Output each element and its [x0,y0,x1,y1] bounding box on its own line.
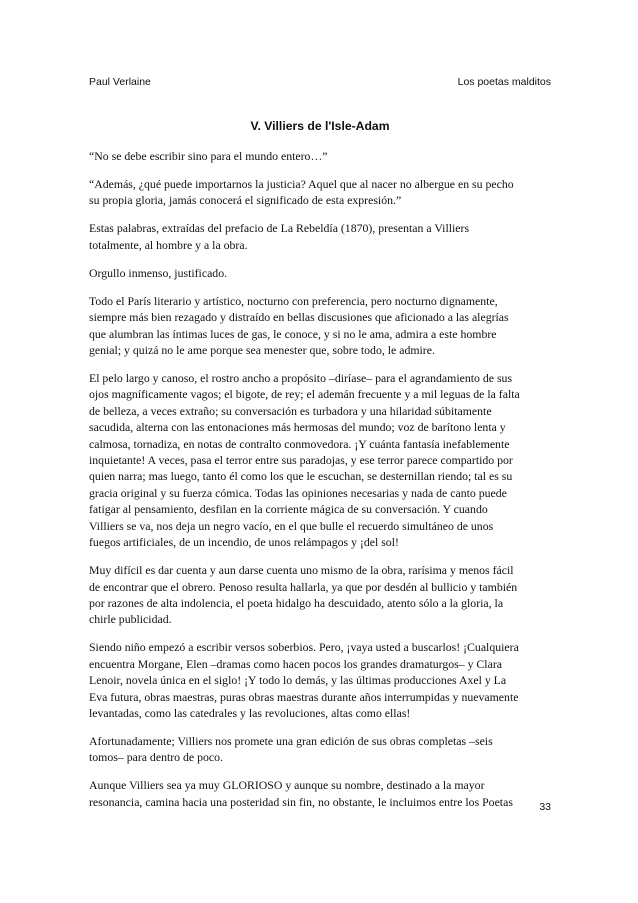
body-text [89,148,553,822]
text-line: de belleza, a veces extraño; su conversación es turbadora y una hilaridad súbitamente [89,403,492,418]
text-line: Todo el París literario y artístico, nocturno con preferencia, pero nocturno dignamente, [89,293,498,308]
paragraph [89,777,553,810]
text-line: encuentra Morgane, Elen –dramas como hacen pocos los grandes dramaturgos– y Clara [89,656,502,671]
text-line: tomos– para dentro de poco. [89,750,223,765]
text-line: su propia gloria, jamás conocerá el significado de esta expresión.” [89,193,402,208]
text-line: inquietante! A veces, pasa el terror entre sus paradojas, y ese terror parece compartido por [89,453,513,468]
text-line: genial; y quizá no le ame porque sea menester que, sobre todo, le admire. [89,343,435,358]
text-line: Lenoir, novela única en el siglo! ¡Y todo lo demás, y las últimas producciones Axel y La [89,673,507,688]
text-line: Estas palabras, extraídas del prefacio de La Rebeldía (1870), presentan a Villiers [89,221,470,236]
header-book-title: Los poetas malditos [457,76,551,88]
text-line: resonancia, camina hacia una posteridad sin fin, no obstante, le incluimos entre los Poetas [89,794,513,809]
text-line: Villiers se va, nos deja un negro vacío, en el que bulle el recuerdo simultáneo de unos [89,518,494,533]
paragraph [89,265,553,281]
text-line: levantadas, como las catedrales y las revoluciones, altas como ellas! [89,705,411,720]
text-line: siempre más bien rezagado y distraído en bellas discusiones que aficionado a las alegrías [89,310,509,325]
text-line: calmosa, tornadiza, en notas de contralto conmovedora. ¡Y cuánta fantasía inefablemente [89,436,510,451]
text-line: Muy difícil es dar cuenta y aun darse cuenta uno mismo de la obra, rarísima y menos fácil [89,563,514,578]
text-line: El pelo largo y canoso, el rostro ancho a propósito –diríase– para el agrandamiento de sus [89,371,513,386]
page-number: 33 [539,801,551,813]
text-line: fuegos artificiales, de un incendio, de unos relámpagos y ¡del sol! [89,535,399,550]
text-line: Aunque Villiers sea ya muy GLORIOSO y aunque su nombre, destinado a la mayor [89,778,485,793]
paragraph [89,733,553,766]
text-line: fatigar al pensamiento, desfilan en la corriente mágica de su conversación. Y cuando [89,502,488,517]
paragraph [89,220,553,253]
paragraph [89,148,553,164]
text-line: chirle publicidad. [89,612,172,627]
text-line: que alumbran las íntimas luces de gas, le conoce, y si no le ama, admira a este hombre [89,326,497,341]
paragraph [89,562,553,628]
text-line: “Además, ¿qué puede importarnos la justicia? Aquel que al nacer no albergue en su pecho [89,177,514,191]
paragraph [89,370,553,550]
text-line: Orgullo inmenso, justificado. [89,265,228,280]
text-line: gracia original y su fuerza cómica. Todas las opiniones necesarias y nada de canto puede [89,485,507,500]
text-line: quien narra; mas luego, tanto él como los que le escuchan, se desternillan riendo; tal es su [89,469,513,484]
text-line: Eva futura, obras maestras, puras obras maestras durante años interrumpidas y nuevamente [89,689,519,704]
paragraph [89,293,553,359]
text-line: de encontrar que el obrero. Penoso resulta hallarla, ya que por desdén al bullicio y también [89,579,518,594]
text-line: por razones de alta indolencia, el poeta hidalgo ha descuidado, atento sólo a la gloria, la [89,595,504,610]
paragraph [89,176,553,209]
text-line: Siendo niño empezó a escribir versos soberbios. Pero, ¡vaya usted a buscarlos! ¡Cualquiera [89,640,519,655]
chapter-title: V. Villiers de l'Isle-Adam [250,119,390,133]
text-line: sacudida, alterna con las entonaciones más hermosas del mundo; voz de barítono lenta y [89,420,506,435]
page-header [89,76,551,92]
paragraph [89,639,553,721]
text-line: “No se debe escribir sino para el mundo entero…” [89,149,328,163]
text-line: ojos magníficamente vagos; el bigote, de rey; el ademán frecuente y a mil leguas de la falta [89,387,520,402]
text-line: totalmente, al hombre y a la obra. [89,237,248,252]
header-author: Paul Verlaine [89,76,151,88]
text-line: Afortunadamente; Villiers nos promete una gran edición de sus obras completas –seis [89,733,493,748]
